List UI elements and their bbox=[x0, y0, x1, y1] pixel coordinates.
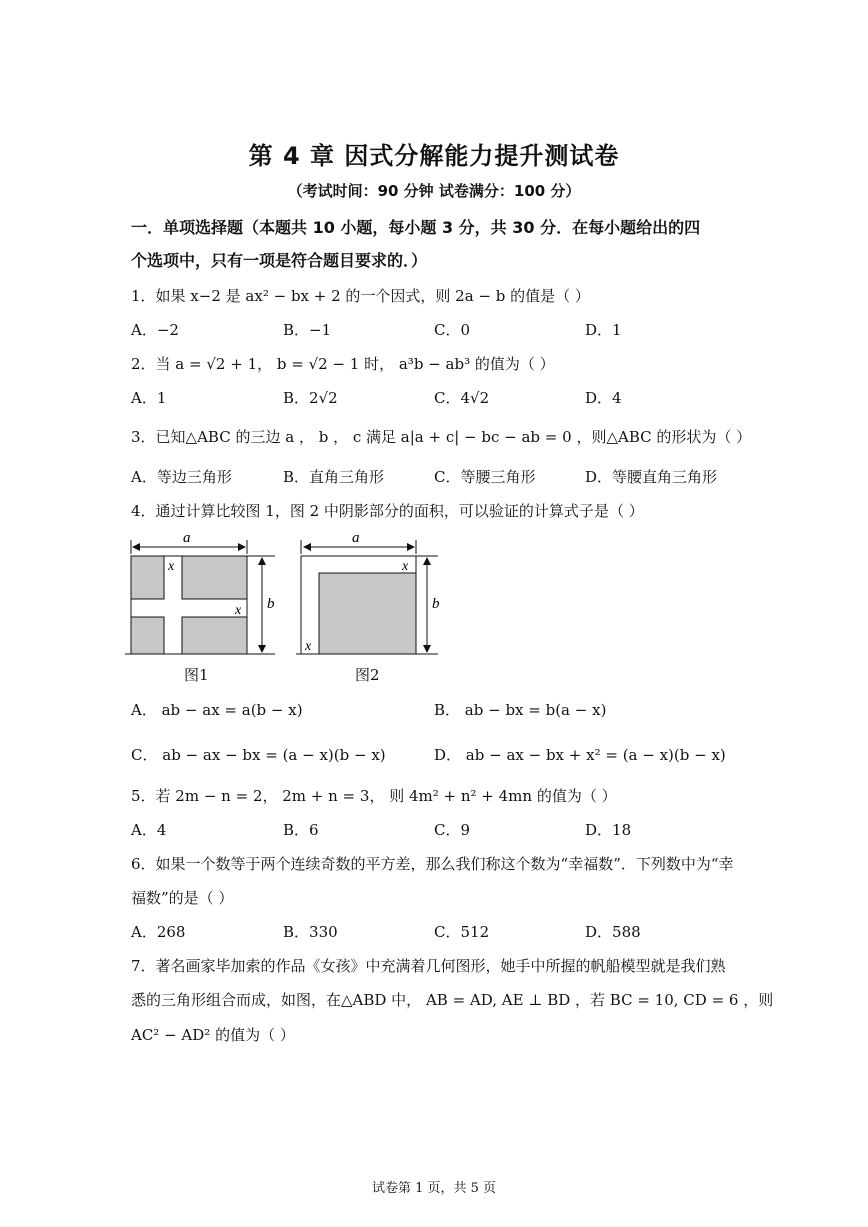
q6-option-b: B．330 bbox=[283, 923, 338, 941]
q2-option-c: C．4√2 bbox=[434, 389, 490, 407]
q4-option-b: B． ab − bx = b(a − x) bbox=[434, 701, 607, 719]
fig1-label-a: a bbox=[183, 530, 191, 546]
q2-option-d: D．4 bbox=[585, 389, 622, 407]
q4-option-c: C． ab − ax − bx = (a − x)(b − x) bbox=[131, 746, 386, 764]
q1-option-c: C．0 bbox=[434, 321, 471, 339]
q4-option-d: D． ab − ax − bx + x² = (a − x)(b − x) bbox=[434, 746, 726, 764]
question-2-stem: 2．当 a = √2 + 1， b = √2 − 1 时， a³b − ab³ 的值为（ ） bbox=[131, 355, 555, 373]
figure-1-caption: 图1 bbox=[184, 666, 209, 684]
fig2-label-x-top: x bbox=[402, 559, 409, 574]
fig1-label-x-right: x bbox=[235, 603, 242, 618]
q6-option-d: D．588 bbox=[585, 923, 641, 941]
q5-option-c: C．9 bbox=[434, 821, 471, 839]
exam-info: （考试时间：90 分钟 试卷满分：100 分） bbox=[287, 182, 581, 200]
question-1-stem: 1．如果 x−2 是 ax² − bx + 2 的一个因式，则 2a − b 的值是（ ） bbox=[131, 287, 590, 305]
question-5-stem: 5．若 2m − n = 2， 2m + n = 3， 则 4m² + n² + 4mn 的值为（ ） bbox=[131, 787, 617, 805]
question-6-stem-line2: 福数”的是（ ） bbox=[131, 889, 234, 907]
page-title: 第 4 章 因式分解能力提升测试卷 bbox=[248, 142, 620, 170]
figure-2-diagram bbox=[296, 528, 456, 663]
page-footer: 试卷第 1 页，共 5 页 bbox=[371, 1181, 497, 1196]
q3-option-c: C．等腰三角形 bbox=[434, 468, 536, 486]
section-heading-line1: 一．单项选择题（本题共 10 小题，每小题 3 分，共 30 分．在每小题给出的四 bbox=[131, 218, 701, 237]
q3-option-a: A．等边三角形 bbox=[131, 468, 232, 486]
q6-option-a: A．268 bbox=[131, 923, 186, 941]
figure-1-diagram bbox=[125, 528, 285, 663]
figure-2-caption: 图2 bbox=[355, 666, 380, 684]
q6-option-c: C．512 bbox=[434, 923, 490, 941]
question-6-stem-line1: 6．如果一个数等于两个连续奇数的平方差，那么我们称这个数为“幸福数”．下列数中为“幸 bbox=[131, 855, 734, 873]
q2-option-a: A．1 bbox=[131, 389, 167, 407]
question-4-stem: 4．通过计算比较图 1，图 2 中阴影部分的面积，可以验证的计算式子是（ ） bbox=[131, 502, 644, 520]
question-7-stem-line1: 7．著名画家毕加索的作品《女孩》中充满着几何图形，她手中所握的帆船模型就是我们熟 bbox=[131, 957, 726, 975]
q5-option-b: B．6 bbox=[283, 821, 319, 839]
q2-option-b: B．2√2 bbox=[283, 389, 338, 407]
section-heading-line2: 个选项中，只有一项是符合题目要求的．） bbox=[131, 251, 428, 270]
q5-option-a: A．4 bbox=[131, 821, 167, 839]
q1-option-b: B．−1 bbox=[283, 321, 332, 339]
question-3-stem: 3．已知△ABC 的三边 a ， b ， c 满足 a|a + c| − bc − ab = 0 ，则△ABC 的形状为（ ） bbox=[131, 428, 752, 446]
q3-option-b: B．直角三角形 bbox=[283, 468, 385, 486]
q3-option-d: D．等腰直角三角形 bbox=[585, 468, 718, 486]
q4-option-a: A． ab − ax = a(b − x) bbox=[131, 701, 303, 719]
q1-option-d: D．1 bbox=[585, 321, 622, 339]
fig2-label-x-bottom: x bbox=[305, 639, 312, 654]
fig2-label-b: b bbox=[432, 596, 440, 612]
question-7-stem-line3: AC² − AD² 的值为（ ） bbox=[131, 1026, 295, 1044]
question-7-stem-line2: 悉的三角形组合而成，如图，在△ABD 中， AB = AD, AE ⊥ BD ，若 BC = 10, CD = 6 ，则 bbox=[131, 991, 774, 1009]
fig2-label-a: a bbox=[352, 530, 360, 546]
fig1-label-b: b bbox=[267, 596, 275, 612]
q1-option-a: A．−2 bbox=[131, 321, 179, 339]
q5-option-d: D．18 bbox=[585, 821, 632, 839]
fig1-label-x-top: x bbox=[168, 559, 175, 574]
